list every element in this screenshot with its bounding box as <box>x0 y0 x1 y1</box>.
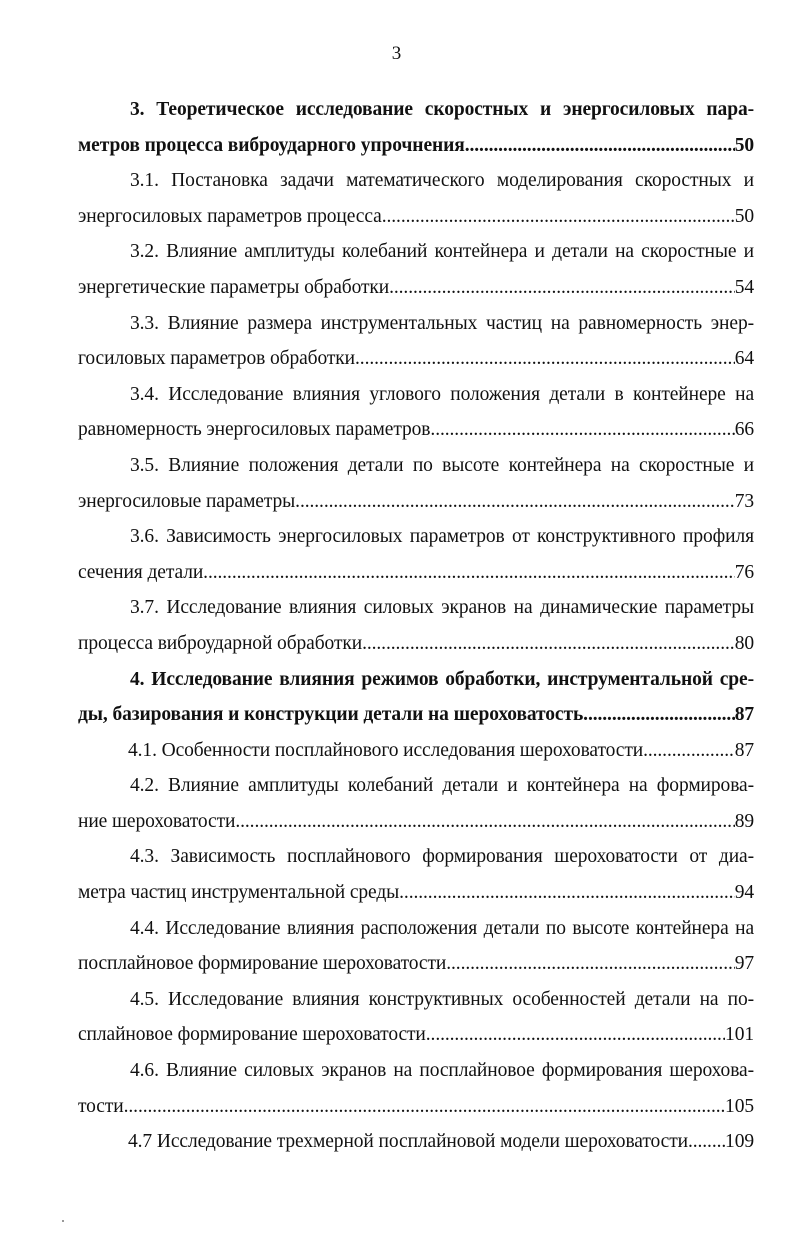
toc-entry-line <box>78 484 754 520</box>
toc-page-number: 87 <box>734 704 754 726</box>
toc-page-number: 66 <box>734 419 754 441</box>
toc-entry-title-line2: госиловых параметров обработки <box>78 348 356 370</box>
toc-leader-dots <box>446 946 734 982</box>
toc-entry-title-line1: 3.7. Исследование влияния силовых экранов на динамические параметры <box>130 597 754 619</box>
toc-entry-title-line1: 3. Теоретическое исследование скоростных и энергосиловых пара- <box>130 99 754 120</box>
toc-entry-line <box>78 804 754 840</box>
toc-entry-line <box>78 341 754 377</box>
toc-entry-title-line1: 3.1. Постановка задачи математического моделирования скоростных и <box>130 170 754 192</box>
toc-entry-title-line2: тости <box>78 1095 124 1117</box>
toc-subsection-entry <box>78 306 754 377</box>
toc-page-number: 50 <box>734 134 754 156</box>
toc-subsection-entry <box>78 982 754 1053</box>
toc-entry-line <box>78 270 754 306</box>
toc-leader-dots <box>389 270 735 306</box>
toc-entry-title-line1: 3.6. Зависимость энергосиловых параметров от конструктивного профиля <box>130 526 754 548</box>
toc-entry-line <box>78 128 754 164</box>
toc-page-number: 101 <box>725 1024 754 1046</box>
toc-leader-dots <box>362 626 735 662</box>
toc-subsection-entry <box>78 768 754 839</box>
toc-subsection-entry <box>78 733 754 769</box>
toc-subsection-entry <box>78 1053 754 1124</box>
toc-entry-line <box>78 626 754 662</box>
toc-entry-title-line2: процесса виброударной обработки <box>78 632 363 654</box>
toc-entry-line <box>78 555 754 591</box>
toc-entry-line <box>78 199 754 235</box>
toc-section-entry <box>78 92 754 163</box>
toc-entry-title-line1: 4.4. Исследование влияния расположения детали по высоте контейнера на <box>130 917 754 939</box>
toc-page-number: 94 <box>734 882 754 904</box>
toc-subsection-entry <box>78 1124 754 1160</box>
toc-entry-line <box>78 1089 754 1125</box>
toc-leader-dots <box>643 733 735 769</box>
toc-page-number: 76 <box>734 561 754 583</box>
toc-entry-line <box>78 733 754 769</box>
toc-leader-dots <box>583 697 735 733</box>
toc-entry-title-line2: метра частиц инструментальной среды <box>78 882 400 904</box>
toc-subsection-entry <box>78 519 754 590</box>
toc-entry-title-line2: равномерность энергосиловых параметров <box>78 419 431 441</box>
toc-entry-title-line2: сплайновое формирование шероховатости <box>78 1024 426 1046</box>
toc-entry-title: 4.7 Исследование трехмерной посплайновой модели шероховатости <box>128 1131 688 1153</box>
toc-page-number: 105 <box>725 1095 754 1117</box>
toc-entry-line <box>78 1124 754 1160</box>
toc-subsection-entry <box>78 377 754 448</box>
page-number: 3 <box>391 43 402 64</box>
toc-entry-title-line1: 3.4. Исследование влияния углового положения детали в контейнере на <box>130 383 754 405</box>
table-of-contents <box>78 92 754 1160</box>
toc-entry-title-line1: 4.3. Зависимость посплайнового формирования шероховатости от диа- <box>130 846 754 868</box>
toc-entry-title-line1: 4.6. Влияние силовых экранов на посплайновое формирования шерохова- <box>130 1060 754 1082</box>
toc-page-number: 109 <box>725 1131 754 1153</box>
toc-subsection-entry <box>78 590 754 661</box>
toc-page-number: 80 <box>734 632 754 654</box>
toc-subsection-entry <box>78 839 754 910</box>
toc-page-number: 73 <box>734 490 754 512</box>
toc-entry-title-line1: 3.3. Влияние размера инструментальных частиц на равномерность энер- <box>130 312 754 334</box>
toc-entry-title: 4.1. Особенности посплайнового исследования шероховатости <box>128 739 644 761</box>
toc-entry-title-line2: ды, базирования и конструкции детали на шероховатость <box>78 704 584 726</box>
toc-entry-title-line2: посплайновое формирование шероховатости <box>78 953 447 975</box>
toc-subsection-entry <box>78 448 754 519</box>
toc-page-number: 97 <box>734 953 754 975</box>
toc-page-number: 64 <box>734 348 754 370</box>
toc-leader-dots <box>426 1017 725 1053</box>
toc-subsection-entry <box>78 234 754 305</box>
toc-leader-dots <box>465 128 735 164</box>
toc-entry-line <box>78 1017 754 1053</box>
toc-entry-title-line2: энергосиловые параметры <box>78 490 296 512</box>
toc-entry-title-line2: сечения детали <box>78 561 204 583</box>
toc-leader-dots <box>124 1089 725 1125</box>
toc-page-number: 89 <box>734 810 754 832</box>
toc-leader-dots <box>430 412 734 448</box>
toc-page-number: 54 <box>734 276 754 298</box>
toc-entry-line <box>78 697 754 733</box>
toc-page-number: 87 <box>734 739 754 761</box>
toc-page-number: 50 <box>734 205 754 227</box>
toc-entry-title-line1: 4.5. Исследование влияния конструктивных особенностей детали на по- <box>130 988 754 1010</box>
toc-leader-dots <box>382 199 735 235</box>
toc-entry-title-line1: 4.2. Влияние амплитуды колебаний детали и контейнера на формирова- <box>130 775 754 797</box>
toc-entry-title-line1: 4. Исследование влияния режимов обработки, инструментальной сре- <box>130 668 754 690</box>
toc-entry-line <box>78 946 754 982</box>
toc-entry-title-line2: энергетические параметры обработки <box>78 276 390 298</box>
toc-leader-dots <box>295 484 735 520</box>
toc-entry-title-line2: метров процесса виброударного упрочнения <box>78 134 465 156</box>
toc-leader-dots <box>399 875 735 911</box>
toc-leader-dots <box>235 804 734 840</box>
toc-entry-title-line1: 3.2. Влияние амплитуды колебаний контейнера и детали на скоростные и <box>130 241 754 263</box>
toc-subsection-entry <box>78 911 754 982</box>
toc-entry-title-line1: 3.5. Влияние положения детали по высоте контейнера на скоростные и <box>130 454 754 476</box>
toc-section-entry <box>78 662 754 733</box>
scan-speck <box>62 1220 64 1222</box>
toc-entry-line <box>78 875 754 911</box>
toc-leader-dots <box>203 555 735 591</box>
toc-entry-title-line2: ние шероховатости <box>78 810 236 832</box>
toc-entry-title-line2: энергосиловых параметров процесса <box>78 205 382 227</box>
toc-leader-dots <box>688 1124 725 1160</box>
toc-entry-line <box>78 412 754 448</box>
toc-subsection-entry <box>78 163 754 234</box>
toc-leader-dots <box>355 341 735 377</box>
